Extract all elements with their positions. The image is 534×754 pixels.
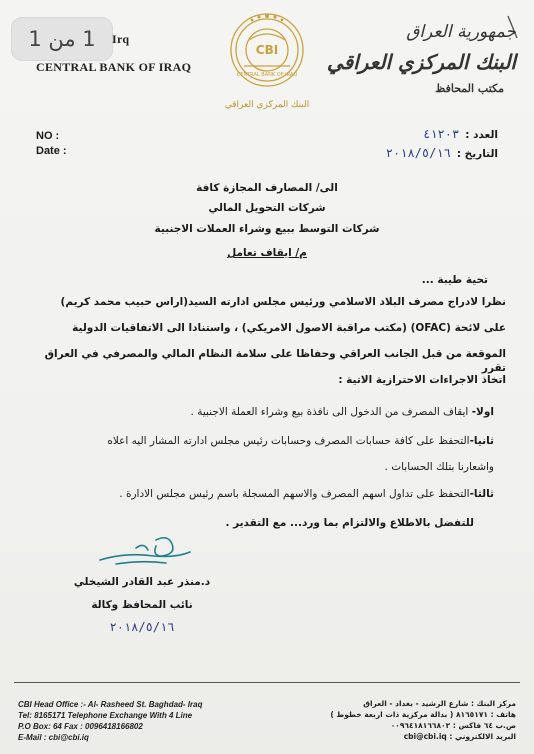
body-line: الموقعة من قبل الجانب العراقي وحفاظا على سلامة النظام المالي والمصرفي في العراق تقرر xyxy=(44,348,506,374)
measure-text: التحفظ على تداول اسهم المصرف والاسهم المسجلة باسم رئيس مجلس الادارة . xyxy=(119,488,470,500)
measure-item-continued xyxy=(16,460,494,474)
footer-fax-en: P.O Box: 64 Fax : 0096418166802 xyxy=(18,722,143,731)
footer-phone-en: Tel: 8165171 Telephone Exchange With 4 Line xyxy=(18,711,193,720)
footer-phone-ar: هاتف : ٨١٦٥١٧١ ( بدالة مركزية ذات اربعة خطوط ) xyxy=(330,710,516,719)
reference-number-label: العدد : xyxy=(465,129,498,141)
measure-key: ثالثا- xyxy=(469,488,494,500)
page-counter-badge: 1 من 1 xyxy=(12,18,112,60)
addressee-line: شركات التوسط ببيع وشراء العملات الاجنبية xyxy=(154,223,380,235)
greeting: تحية طيبة ... xyxy=(421,274,488,286)
signature-date: ٢٠١٨/٥/١٦ xyxy=(109,620,175,634)
emblem-ring-text: CENTRAL BANK OF IRAQ xyxy=(236,72,298,78)
bank-name-ar: البنك المركزي العراقي xyxy=(326,50,516,74)
footer-address-en: CBI Head Office :- Al- Rasheed St. Baghdad- Iraq xyxy=(18,700,203,709)
body-line: على لائحة (OFAC) (مكتب مراقبة الاصول الامريكي) ، واستنادا الى الاتفاقيات الدولية xyxy=(72,322,506,334)
number-label-en: NO : xyxy=(36,130,60,142)
bank-name-en-fragment: Irq xyxy=(112,32,130,46)
measure-text: واشعارنا بتلك الحسابات . xyxy=(384,461,494,473)
bank-name-en: CENTRAL BANK OF IRAQ xyxy=(36,60,192,74)
office-name-ar: مكتب المحافظ xyxy=(435,82,504,95)
emblem-caption: البنك المركزي العراقي xyxy=(224,100,310,110)
date-label-en: Date : xyxy=(36,145,67,157)
letter-date-value: ٢٠١٨/٥/١٦ xyxy=(385,146,451,160)
measure-key: اولا- xyxy=(471,406,494,418)
body-line: اتخاذ الاجراءات الاحترازية الاتية : xyxy=(338,374,506,386)
emblem-initials: CBI xyxy=(255,43,279,57)
signatory-title: نائب المحافظ وكالة xyxy=(91,599,193,611)
reference-number-value: ٤١٢٠٣ xyxy=(423,127,460,141)
letter-date-label: التاريخ : xyxy=(456,148,498,160)
measure-item xyxy=(16,405,494,419)
footer-fax-ar: ص.ب ٦٤ فاكس : ٠٠٩٦٤١٨١٦٦٨٠٢ xyxy=(390,721,516,730)
measure-text: التحفظ على كافة حسابات المصرف وحسابات رئيس مجلس ادارته المشار اليه اعلاه xyxy=(107,435,470,447)
measure-item xyxy=(16,487,494,501)
republic-title-ar: جمهورية العراق xyxy=(406,22,516,42)
closing-line: للتفضل بالاطلاع والالتزام بما ورد... مع التقدير . xyxy=(225,517,474,529)
addressee-line: الى/ المصارف المجازة كافة xyxy=(196,182,338,194)
measure-key: ثانيا- xyxy=(469,435,494,447)
reference-number xyxy=(423,127,498,141)
subject-text: م/ ايقاف تعامل xyxy=(227,247,307,259)
body-line: نظرا لادراج مصرف البلاد الاسلامي ورئيس مجلس ادارته السيد(اراس حبيب محمد كريم) xyxy=(60,296,506,308)
signatory-name: د.منذر عبد القادر الشيخلي xyxy=(73,576,211,588)
footer-email-ar: البريد الالكتروني : cbi@cbi.iq xyxy=(403,732,516,741)
addressee-line: شركات التحويل المالي xyxy=(208,202,326,214)
letter-date xyxy=(386,146,498,160)
footer-email-en: E-Mail : cbi@cbi.iq xyxy=(18,733,89,742)
measure-text: ايقاف المصرف من الدخول الى نافذة بيع وشراء العملة الاجنبية . xyxy=(190,406,472,418)
footer-address-ar: مركز البنك : شارع الرشيد - بغداد - العراق xyxy=(363,699,516,708)
handwritten-signature xyxy=(96,530,196,574)
footer-divider xyxy=(14,682,520,683)
subject-line xyxy=(0,247,534,259)
measure-item xyxy=(16,434,494,448)
